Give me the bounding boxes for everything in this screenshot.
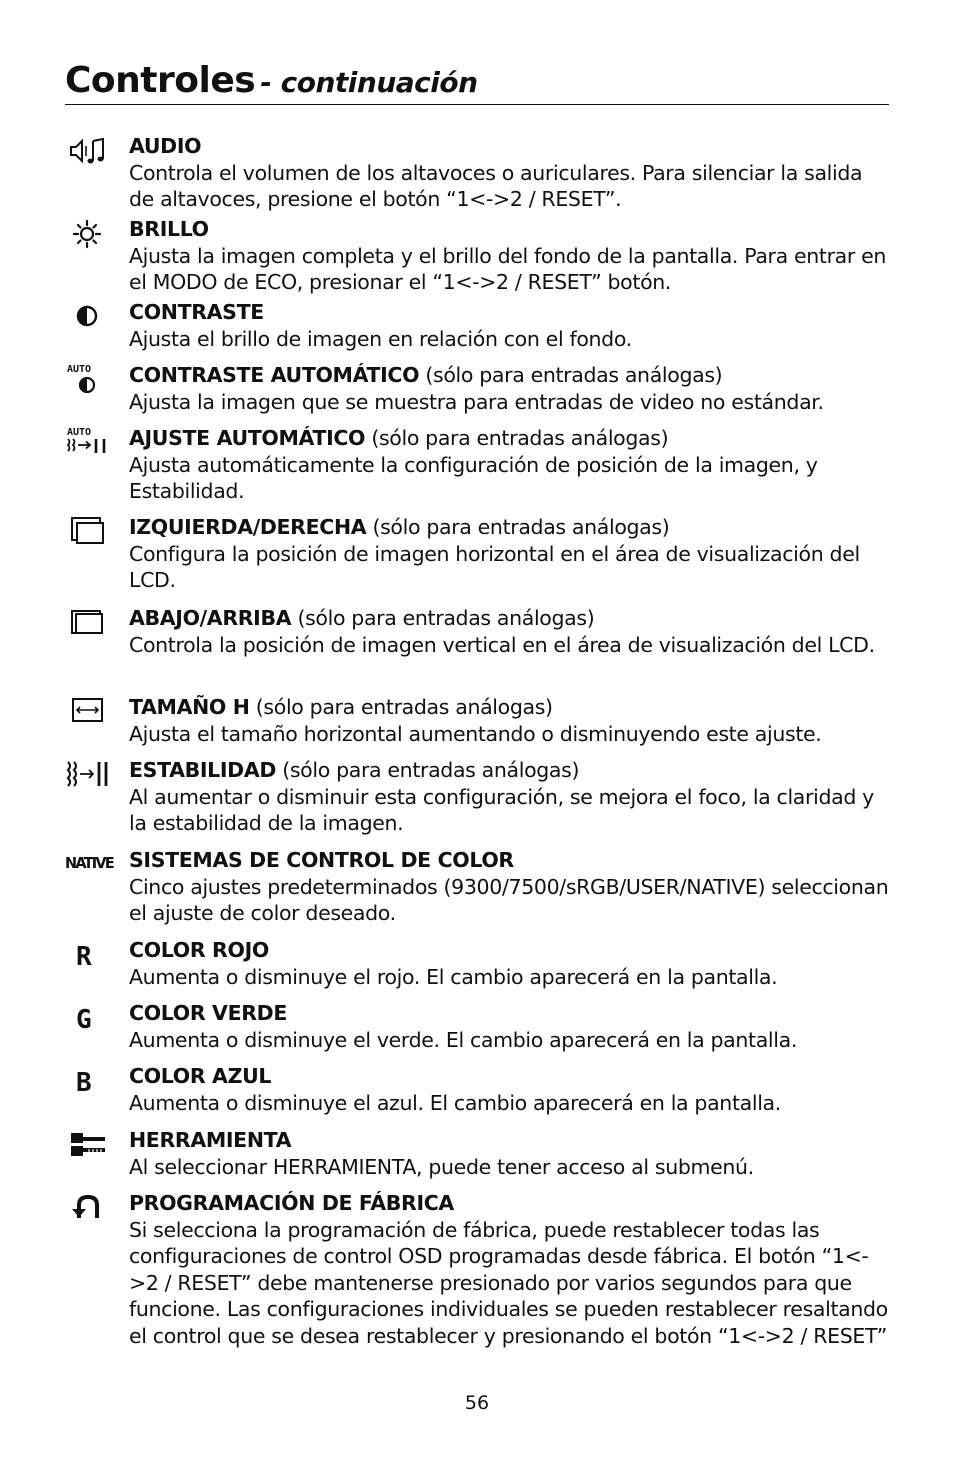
entry-title: ESTABILIDAD	[129, 758, 277, 782]
entry-note: (sólo para entradas análogas)	[372, 515, 670, 539]
blue-label: B	[76, 1068, 92, 1097]
entry-description: Ajusta el tamaño horizontal aumentando o disminuyendo este ajuste.	[129, 721, 822, 746]
entry-title: CONTRASTE	[129, 300, 264, 324]
h-size-icon	[65, 694, 115, 728]
contrast-icon	[65, 299, 115, 333]
auto-label: AUTO	[67, 427, 92, 438]
entry-description: Al seleccionar HERRAMIENTA, puede tener acceso al submenú.	[129, 1154, 754, 1179]
entry-note: (sólo para entradas análogas)	[297, 606, 595, 630]
entry-description: Ajusta la imagen completa y el brillo del fondo de la pantalla. Para entrar en el MODO de ECO, presionar el “1<->2 / RESET” botón.	[129, 243, 887, 294]
entry-description: Aumenta o disminuye el azul. El cambio aparecerá en la pantalla.	[129, 1090, 781, 1115]
page-title: Controles	[65, 60, 256, 101]
stability-icon	[65, 757, 115, 791]
blue-icon	[65, 1063, 115, 1097]
left-right-icon	[65, 514, 115, 548]
entry-title: CONTRASTE AUTOMÁTICO	[129, 363, 420, 387]
entry-description: Ajusta la imagen que se muestra para entradas de video no estándar.	[129, 389, 824, 414]
entry-title: PROGRAMACIÓN DE FÁBRICA	[129, 1191, 454, 1215]
entry-description: Controla la posición de imagen vertical en el área de visualización del LCD.	[129, 632, 875, 657]
entry-title: COLOR VERDE	[129, 1001, 287, 1025]
entry-description: Aumenta o disminuye el rojo. El cambio aparecerá en la pantalla.	[129, 964, 778, 989]
red-icon	[65, 937, 115, 971]
entry-description: Configura la posición de imagen horizontal en el área de visualización del LCD.	[129, 541, 860, 592]
down-up-icon	[65, 605, 115, 639]
entry-title: ABAJO/ARRIBA	[129, 606, 292, 630]
green-icon	[65, 1000, 115, 1034]
audio-icon	[65, 133, 115, 167]
page-header	[65, 58, 889, 105]
entry-title: AUDIO	[129, 134, 202, 158]
entry-description: Ajusta automáticamente la configuración de posición de la imagen, y Estabilidad.	[129, 452, 818, 503]
native-icon	[65, 847, 115, 881]
entry-description: Ajusta el brillo de imagen en relación con el fondo.	[129, 326, 632, 351]
entry-description: Cinco ajustes predeterminados (9300/7500/sRGB/USER/NATIVE) seleccionan el ajuste de color deseado.	[129, 874, 889, 925]
entry-description: Controla el volumen de los altavoces o auriculares. Para silenciar la salida de altavoces, presione el botón “1<->2 / RESET”.	[129, 160, 863, 211]
entry-description: Al aumentar o disminuir esta configuración, se mejora el foco, la claridad y la estabilidad de la imagen.	[129, 784, 874, 835]
red-label: R	[76, 942, 92, 971]
entry-note: (sólo para entradas análogas)	[282, 758, 580, 782]
auto-label: AUTO	[67, 364, 92, 375]
entry-title: HERRAMIENTA	[129, 1128, 292, 1152]
factory-reset-icon	[65, 1190, 115, 1224]
entry-title: SISTEMAS DE CONTROL DE COLOR	[129, 848, 514, 872]
tool-icon	[65, 1127, 115, 1161]
green-label: G	[76, 1005, 92, 1034]
entry-note: (sólo para entradas análogas)	[371, 426, 669, 450]
page-number: 56	[464, 1392, 490, 1414]
brightness-icon	[65, 216, 115, 250]
page-subtitle: - continuación	[260, 66, 478, 99]
entry-title: COLOR ROJO	[129, 938, 269, 962]
entry-note: (sólo para entradas análogas)	[255, 695, 553, 719]
entry-description: Aumenta o disminuye el verde. El cambio aparecerá en la pantalla.	[129, 1027, 797, 1052]
entry-title: COLOR AZUL	[129, 1064, 272, 1088]
entry-title: AJUSTE AUTOMÁTICO	[129, 426, 366, 450]
auto-contrast-icon	[65, 362, 115, 396]
native-label: NATIVE	[65, 854, 115, 872]
entry-description: Si selecciona la programación de fábrica, puede restablecer todas las configuraciones de control OSD programadas desde fábrica. El botón “1<->2 / RESET” debe mantenerse presionado por varios segundos para que funcione. Las configuraciones individuales se pueden restablecer resaltando el control que se desea restablecer y presionando el botón “1<->2 / RESET”	[129, 1217, 888, 1348]
entry-title: BRILLO	[129, 217, 209, 241]
auto-adjust-icon	[65, 425, 115, 459]
entry-title: TAMAÑO H	[129, 695, 250, 719]
entry-note: (sólo para entradas análogas)	[425, 363, 723, 387]
entry-title: IZQUIERDA/DERECHA	[129, 515, 367, 539]
